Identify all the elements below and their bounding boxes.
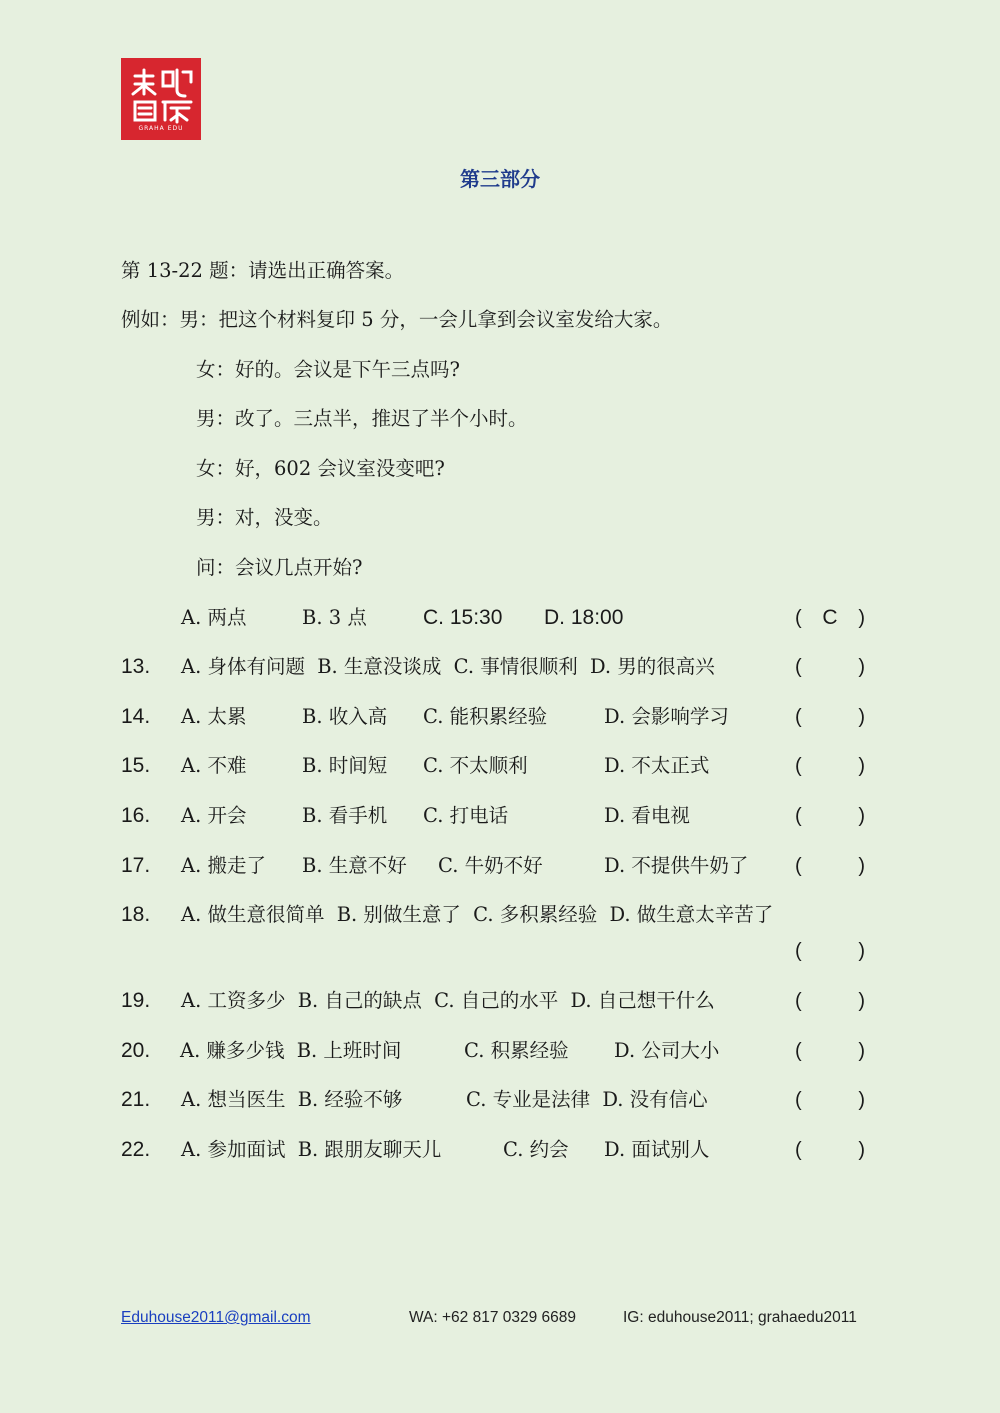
option-c: C. 打电话 [423, 804, 509, 827]
question-number: 19. [121, 989, 151, 1012]
option-d: D. 自己想干什么 [570, 989, 715, 1012]
paren-close: ) [858, 940, 865, 962]
paren-open: ( [795, 656, 802, 678]
paren-close: ) [858, 706, 865, 728]
option-c: C. 约会 [503, 1138, 569, 1161]
option-c: C. 积累经验 [464, 1039, 569, 1062]
paren-open: ( [795, 805, 802, 827]
paren-open: ( [795, 607, 802, 629]
option-d: D. 面试别人 [604, 1138, 710, 1161]
option-a: A. 做生意很简单 [181, 903, 325, 926]
option-b: B. 经验不够 [297, 1088, 403, 1111]
option-d: D. 不太正式 [604, 754, 710, 777]
question-19-options [181, 987, 715, 1015]
paren-close: ) [858, 755, 865, 777]
paren-close: ) [858, 1139, 865, 1161]
answer-blank[interactable] [795, 852, 865, 880]
example-option-b: B. 3 点 [302, 606, 367, 629]
footer-whatsapp: WA: +62 817 0329 6689 [409, 1309, 577, 1326]
paren-open: ( [795, 855, 802, 877]
example-line-4: 女：好，602 会议室没变吧? [196, 457, 445, 480]
option-c: C. 自己的水平 [434, 989, 559, 1012]
option-b: B. 收入高 [302, 705, 388, 728]
option-a: A. 赚多少钱 [180, 1039, 285, 1062]
answer-blank[interactable] [795, 653, 865, 681]
paren-open: ( [795, 1089, 802, 1111]
question-21-options-ab [181, 1086, 402, 1114]
answer-blank[interactable] [795, 1037, 865, 1065]
option-b: B. 别做生意了 [336, 903, 461, 926]
question-number: 13. [121, 655, 151, 678]
option-b: B. 生意没谈成 [317, 655, 442, 678]
paren-close: ) [858, 1089, 865, 1111]
example-line-3: 男：改了。三点半，推迟了半个小时。 [196, 407, 528, 430]
instruction-text: 第 13-22 题：请选出正确答案。 [121, 259, 405, 282]
paren-open: ( [795, 1139, 802, 1161]
option-a: A. 太累 [181, 705, 247, 728]
question-13-options [181, 653, 715, 681]
answer-blank[interactable] [795, 802, 865, 830]
paren-open: ( [795, 1040, 802, 1062]
option-c: C. 能积累经验 [423, 705, 548, 728]
option-b: B. 上班时间 [296, 1039, 402, 1062]
answer-blank[interactable] [795, 937, 865, 965]
question-number: 16. [121, 804, 151, 827]
paren-close: ) [858, 805, 865, 827]
option-c: C. 不太顺利 [423, 754, 528, 777]
option-d: D. 会影响学习 [604, 705, 729, 728]
option-b: B. 跟朋友聊天儿 [297, 1138, 442, 1161]
paren-close: ) [858, 1040, 865, 1062]
example-option-d: D. 18:00 [544, 606, 624, 629]
paren-open: ( [795, 706, 802, 728]
footer-email [121, 1309, 311, 1327]
footer-instagram: IG: eduhouse2011; grahaedu2011 [623, 1309, 857, 1326]
example-line-5: 男：对，没变。 [196, 506, 333, 529]
answer-blank[interactable] [795, 752, 865, 780]
answer-blank[interactable] [795, 987, 865, 1015]
paren-close: ) [858, 990, 865, 1012]
paren-open: ( [795, 990, 802, 1012]
paren-close: ) [858, 607, 865, 629]
paren-open: ( [795, 755, 802, 777]
example-option-c: C. 15:30 [423, 606, 503, 629]
option-a: A. 开会 [181, 804, 247, 827]
question-number: 18. [121, 903, 151, 926]
question-18-options [181, 901, 773, 929]
example-label [121, 306, 672, 334]
answer-blank[interactable] [795, 703, 865, 731]
option-d: D. 做生意太辛苦了 [609, 903, 774, 926]
question-number: 14. [121, 705, 151, 728]
option-b: B. 自己的缺点 [297, 989, 422, 1012]
option-d: D. 不提供牛奶了 [604, 854, 749, 877]
paren-close: ) [858, 855, 865, 877]
answer-blank[interactable] [795, 1086, 865, 1114]
paren-close: ) [858, 656, 865, 678]
section-title: 第三部分 [460, 167, 540, 191]
answer-blank[interactable] [795, 1136, 865, 1164]
option-a: A. 参加面试 [181, 1138, 286, 1161]
option-c: C. 专业是法律 [466, 1088, 591, 1111]
question-21-options-cd [466, 1086, 708, 1114]
graha-edu-logo [121, 58, 201, 140]
option-a: A. 不难 [181, 754, 247, 777]
email-link[interactable]: Eduhouse2011@gmail.com [121, 1309, 311, 1326]
paren-open: ( [795, 940, 802, 962]
option-a: A. 工资多少 [181, 989, 286, 1012]
question-number: 21. [121, 1088, 151, 1111]
question-number: 20. [121, 1039, 151, 1062]
option-d: D. 公司大小 [614, 1039, 720, 1062]
option-b: B. 看手机 [302, 804, 388, 827]
option-d: D. 看电视 [604, 804, 690, 827]
example-line-2: 女：好的。会议是下午三点吗? [196, 358, 460, 381]
option-a: A. 身体有问题 [181, 655, 305, 678]
option-c: C. 多积累经验 [473, 903, 598, 926]
option-c: C. 事情很顺利 [453, 655, 578, 678]
example-answer: C [822, 606, 838, 629]
question-22-options-ab [181, 1136, 441, 1164]
option-a: A. 想当医生 [181, 1088, 286, 1111]
example-label-text: 例如： [121, 308, 180, 331]
example-answer-paren [795, 604, 865, 632]
question-number: 17. [121, 854, 151, 877]
option-a: A. 搬走了 [181, 854, 266, 877]
logo-subtitle: GRAHA EDU [138, 125, 184, 132]
example-option-a: A. 两点 [181, 606, 247, 629]
option-d: D. 男的很高兴 [589, 655, 715, 678]
question-number: 22. [121, 1138, 151, 1161]
question-number: 15. [121, 754, 151, 777]
option-b: B. 生意不好 [302, 854, 407, 877]
option-c: C. 牛奶不好 [438, 854, 543, 877]
option-d: D. 没有信心 [602, 1088, 708, 1111]
option-b: B. 时间短 [302, 754, 388, 777]
question-20-options-ab [180, 1037, 401, 1065]
example-line-1: 男：把这个材料复印 5 分，一会儿拿到会议室发给大家。 [179, 308, 673, 331]
example-line-6: 问：会议几点开始? [196, 556, 363, 579]
